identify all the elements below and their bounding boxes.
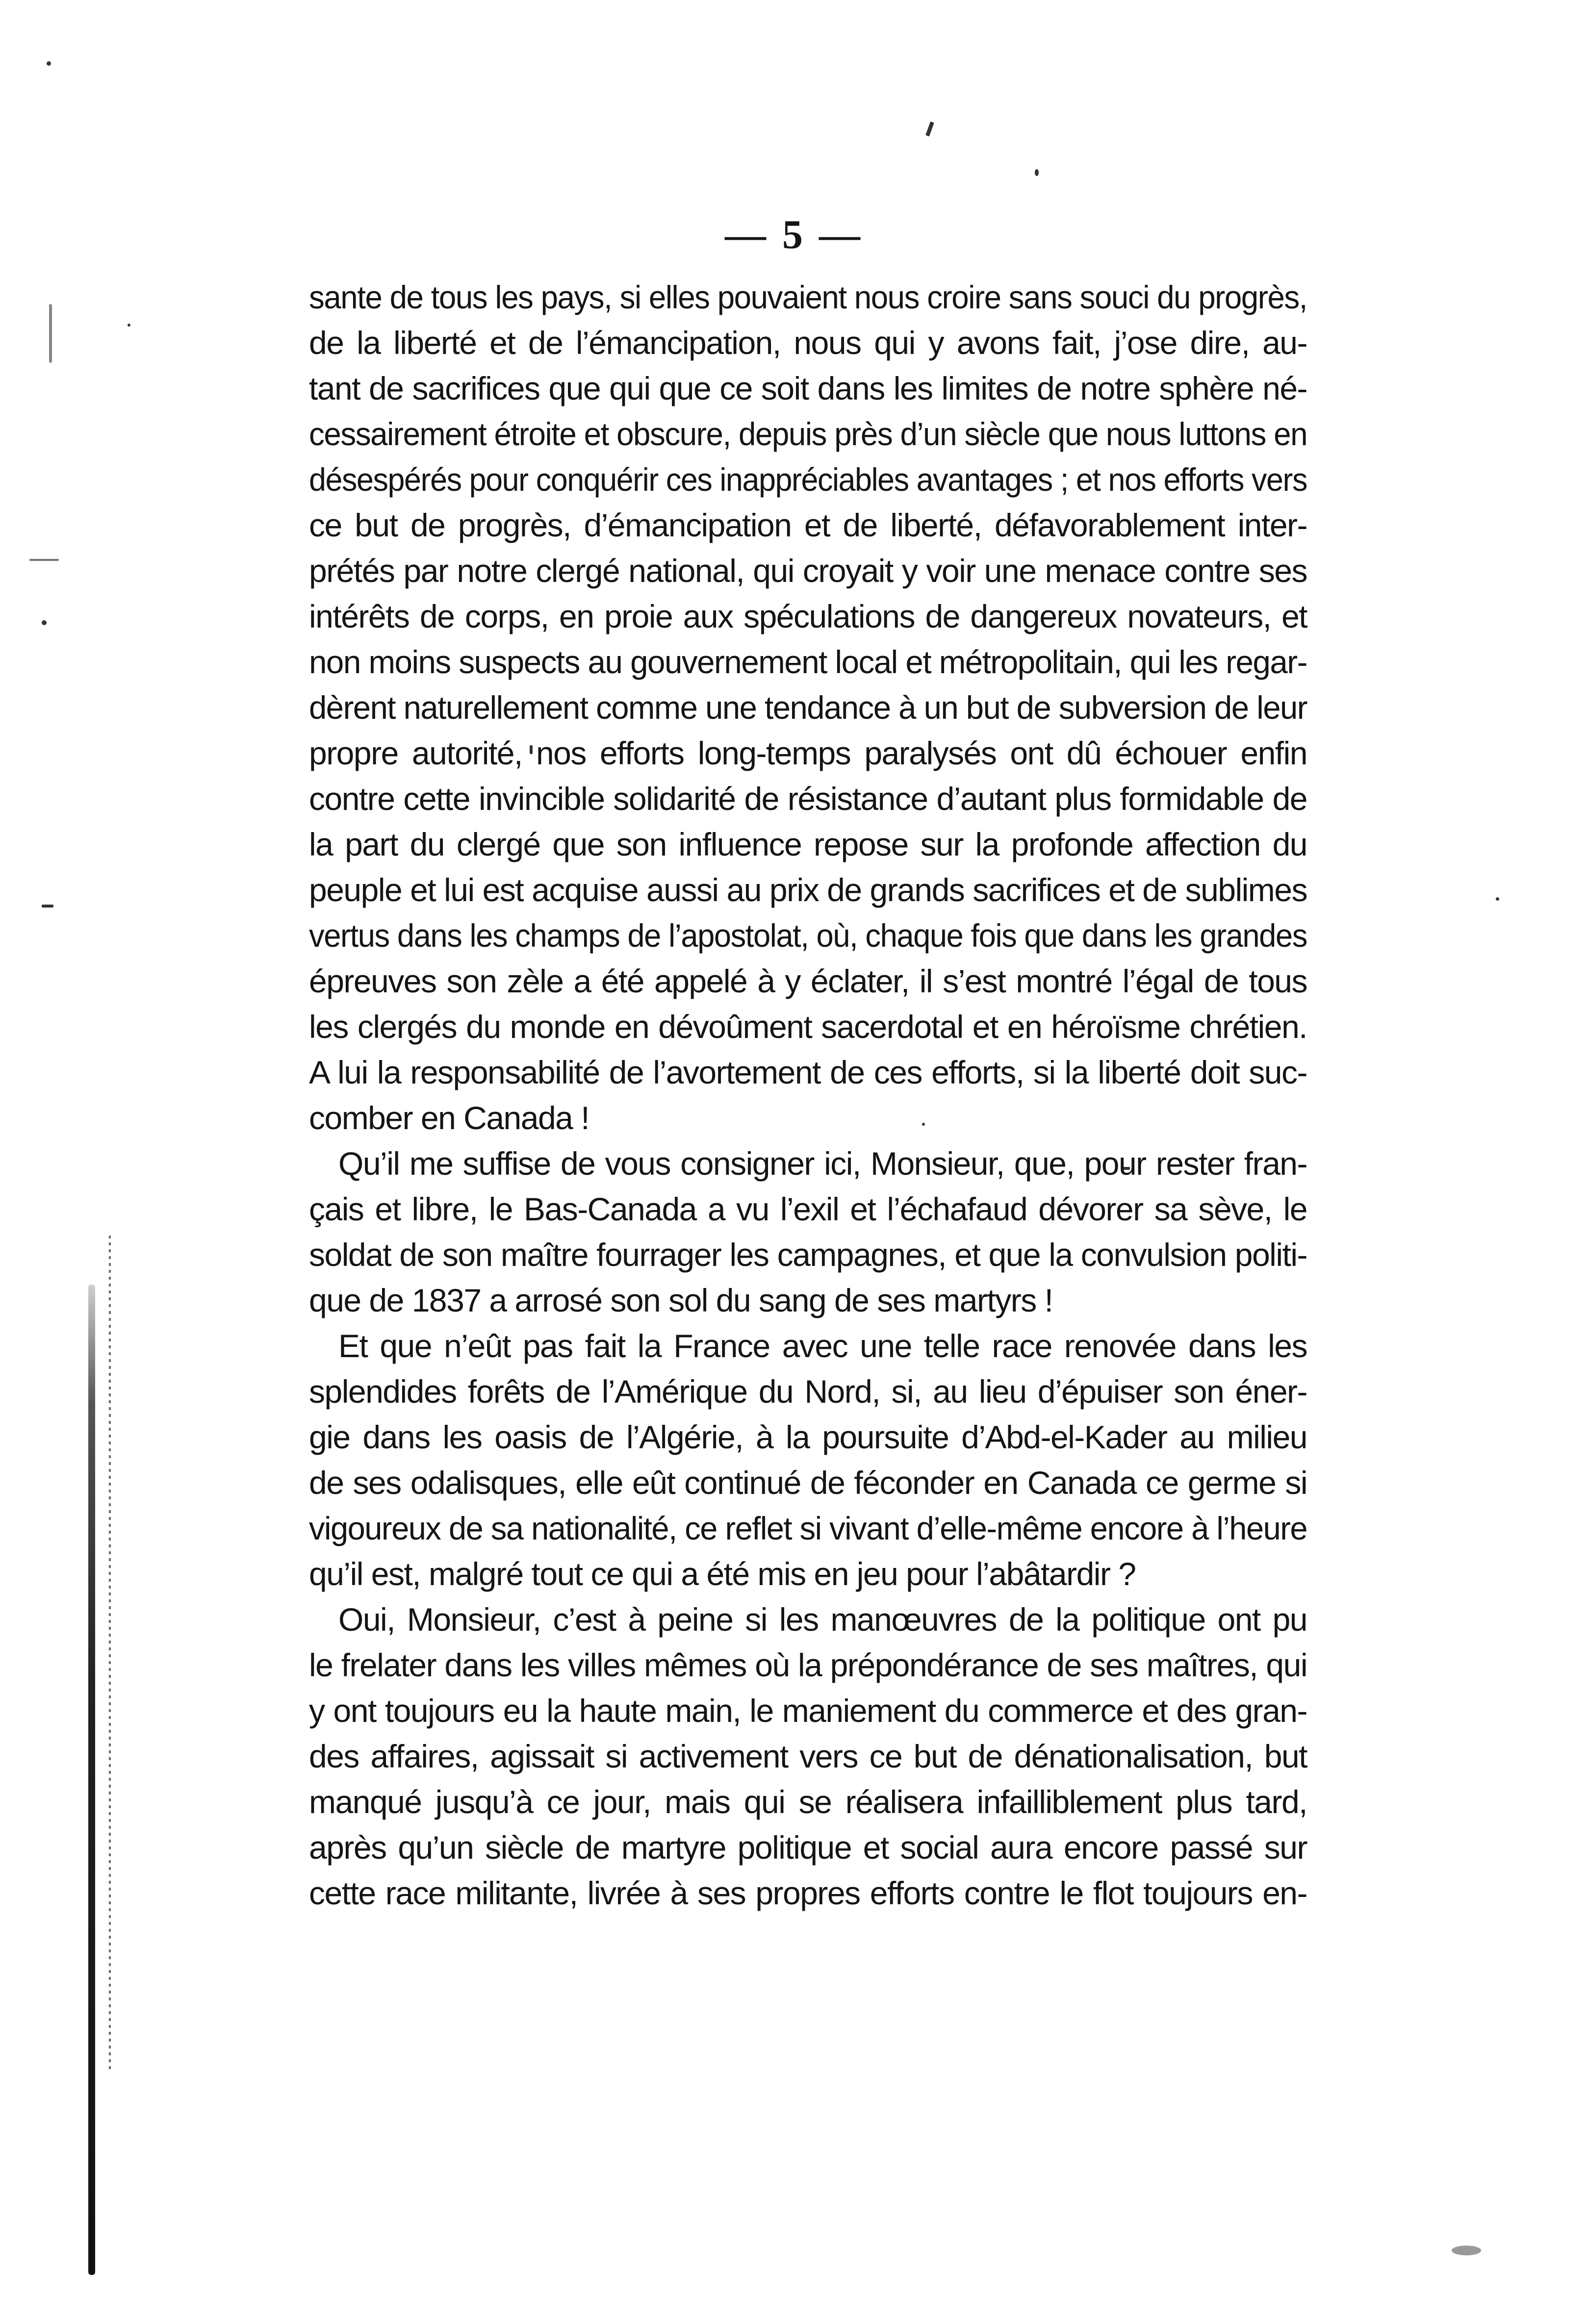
- scan-speck: [49, 304, 52, 363]
- text-line: çais et libre, le Bas-Canada a vu l’exil et l’échafaud dévorer sa sève, le: [309, 1191, 1307, 1227]
- text-line: gie dans les oasis de l’Algérie, à la poursuite d’Abd-el-Kader au milieu: [309, 1419, 1307, 1455]
- text-line: dèrent naturellement comme une tendance à un but de subversion de leur: [309, 689, 1307, 726]
- text-line: épreuves son zèle a été appelé à y éclater, il s’est montré l’égal de tous: [309, 963, 1307, 999]
- text-line: peuple et lui est acquise aussi au prix de grands sacrifices et de sublimes: [309, 872, 1307, 908]
- text-line: Oui, Monsieur, c’est à peine si les manœuvres de la politique ont pu: [338, 1601, 1307, 1638]
- scan-speck: [47, 61, 51, 66]
- text-line: des affaires, agissait si activement vers ce but de dénationalisation, but: [309, 1738, 1307, 1774]
- text-line: les clergés du monde en dévoûment sacerdotal et en héroïsme chrétien.: [309, 1009, 1307, 1045]
- text-line: tant de sacrifices que qui que ce soit dans les limites de notre sphère né-: [309, 370, 1307, 406]
- text-line: propre autorité, nos efforts long-temps paralysés ont dû échouer enfin: [309, 735, 1307, 771]
- scan-speck: [128, 324, 130, 327]
- text-line: comber en Canada !: [309, 1100, 589, 1136]
- text-line: cessairement étroite et obscure, depuis près d’un siècle que nous luttons en: [309, 416, 1307, 452]
- text-line: la part du clergé que son influence repose sur la profonde affection du: [309, 826, 1307, 862]
- page-binding-dashes: [109, 1236, 111, 2069]
- text-line: y ont toujours eu la haute main, le maniement du commerce et des gran-: [309, 1692, 1307, 1729]
- text-line: intérêts de corps, en proie aux spéculations de dangereux novateurs, et: [309, 598, 1307, 634]
- text-line: que de 1837 a arrosé son sol du sang de ses martyrs !: [309, 1282, 1053, 1318]
- text-line: prétés par notre clergé national, qui croyait y voir une menace contre ses: [309, 553, 1307, 589]
- text-line: le frelater dans les villes mêmes où la prépondérance de ses maîtres, qui: [309, 1647, 1307, 1683]
- scan-speck: [1452, 2246, 1481, 2255]
- text-line: A lui la responsabilité de l’avortement de ces efforts, si la liberté doit suc-: [309, 1054, 1307, 1090]
- scan-speck: [1496, 897, 1499, 901]
- text-line: désespérés pour conquérir ces inappréciables avantages ; et nos efforts vers: [309, 461, 1307, 498]
- text-line: Qu’il me suffise de vous consigner ici, Monsieur, que, pour rester fran-: [338, 1145, 1307, 1182]
- text-line: après qu’un siècle de martyre politique et social aura encore passé sur: [309, 1829, 1307, 1866]
- scan-speck: [42, 620, 47, 625]
- scan-speck: [42, 905, 53, 908]
- text-line: cette race militante, livrée à ses propres efforts contre le flot toujours en-: [309, 1875, 1307, 1911]
- scan-speck: [29, 559, 59, 561]
- scan-speck: [1035, 169, 1039, 176]
- text-line: vertus dans les champs de l’apostolat, où, chaque fois que dans les grandes: [309, 917, 1307, 954]
- text-line: splendides forêts de l’Amérique du Nord, si, au lieu d’épuiser son éner-: [309, 1373, 1307, 1410]
- body-text: [309, 275, 1307, 1916]
- text-line: non moins suspects au gouvernement local et métropolitain, qui les regar-: [309, 644, 1307, 680]
- text-line: qu’il est, malgré tout ce qui a été mis en jeu pour l’abâtardir ?: [309, 1556, 1136, 1592]
- text-line: ce but de progrès, d’émancipation et de liberté, défavorablement inter-: [309, 507, 1307, 543]
- text-line: de la liberté et de l’émancipation, nous qui y avons fait, j’ose dire, au-: [309, 325, 1307, 361]
- page-number: — 5 —: [725, 212, 863, 257]
- page-binding-shadow: [88, 1285, 95, 2275]
- text-line: vigoureux de sa nationalité, ce reflet si vivant d’elle-même encore à l’heure: [309, 1510, 1307, 1546]
- text-line: manqué jusqu’à ce jour, mais qui se réalisera infailliblement plus tard,: [309, 1784, 1307, 1820]
- text-line: sante de tous les pays, si elles pouvaient nous croire sans souci du progrès,: [309, 279, 1307, 315]
- text-line: contre cette invincible solidarité de résistance d’autant plus formidable de: [309, 781, 1307, 817]
- scan-speck: [925, 122, 934, 137]
- text-line: de ses odalisques, elle eût continué de féconder en Canada ce germe si: [309, 1465, 1307, 1501]
- text-line: soldat de son maître fourrager les campagnes, et que la convulsion politi-: [309, 1237, 1307, 1273]
- text-line: Et que n’eût pas fait la France avec une telle race renovée dans les: [338, 1328, 1307, 1364]
